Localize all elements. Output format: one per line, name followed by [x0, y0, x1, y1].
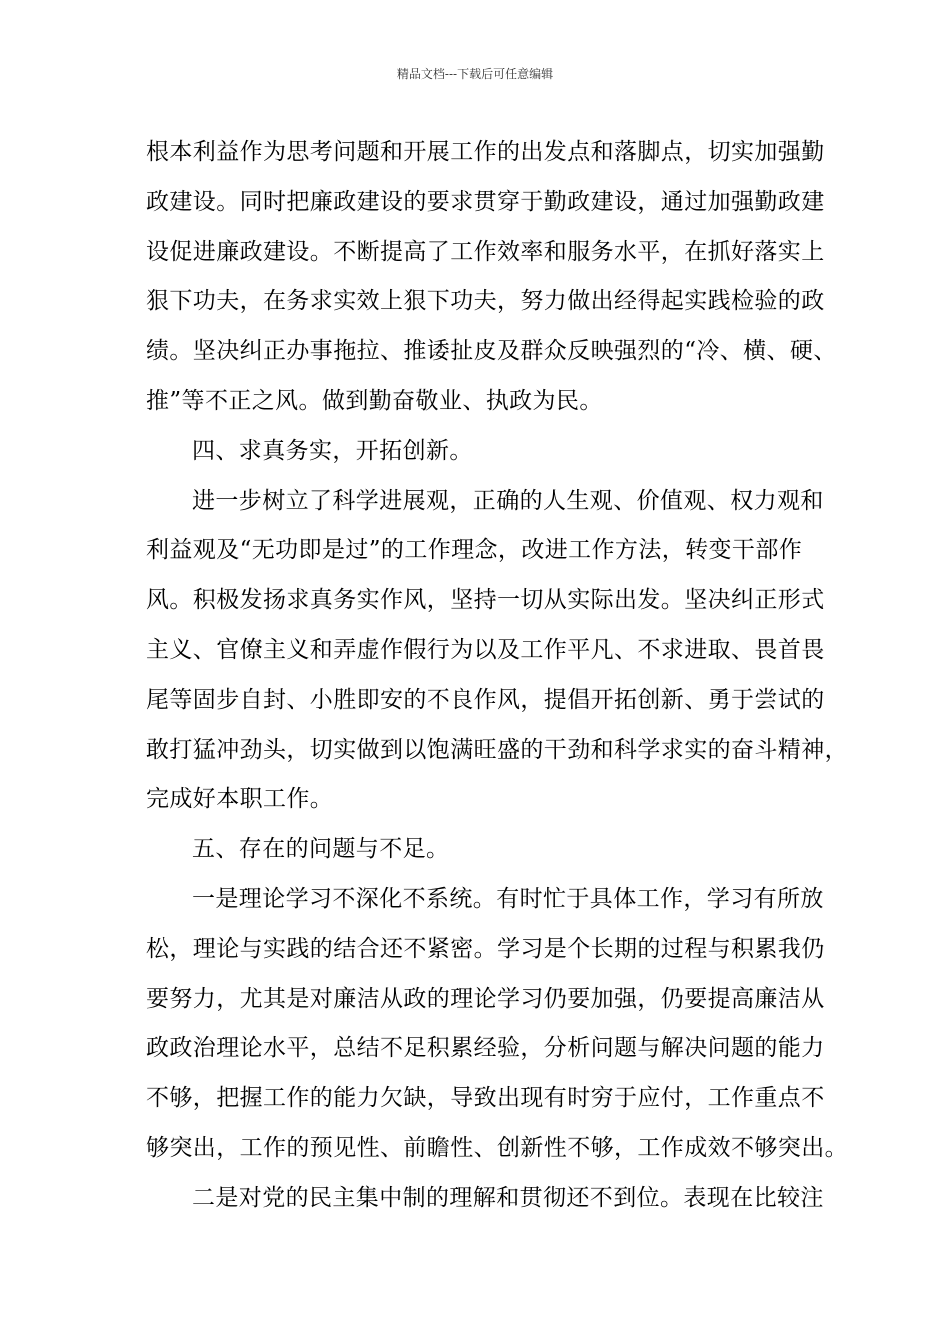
paragraph-first-line: 四、求真务实，开拓创新。: [192, 437, 473, 464]
text-line: 狠下功夫，在务求实效上狠下功夫，努力做出经得起实践检验的政: [146, 288, 825, 315]
text-line: 尾等固步自封、小胜即安的不良作风，提倡开拓创新、勇于尝试的: [146, 686, 825, 713]
document-body: [146, 128, 848, 1224]
page-header-note: 精品文档---下载后可任意编辑: [396, 67, 554, 81]
text-line: 推”等不正之风。做到勤奋敬业、执政为民。: [146, 387, 603, 414]
text-line: 够突出，工作的预见性、前瞻性、创新性不够，工作成效不够突出。: [146, 1134, 848, 1161]
text-line: 政建设。同时把廉政建设的要求贯穿于勤政建设，通过加强勤政建: [146, 188, 825, 215]
text-line: 主义、官僚主义和弄虚作假行为以及工作平凡、不求进取、畏首畏: [146, 636, 825, 663]
text-line: 设促进廉政建设。不断提高了工作效率和服务水平，在抓好落实上: [146, 238, 825, 265]
paragraph-first-line: 一是理论学习不深化不系统。有时忙于具体工作，学习有所放: [192, 885, 824, 912]
text-line: 敢打猛冲劲头，切实做到以饱满旺盛的干劲和科学求实的奋斗精神，: [146, 736, 848, 763]
paragraph-first-line: 二是对党的民主集中制的理解和贯彻还不到位。表现在比较注: [192, 1184, 824, 1211]
text-line: 要努力，尤其是对廉洁从政的理论学习仍要加强，仍要提高廉洁从: [146, 985, 825, 1012]
text-line: 政政治理论水平，总结不足积累经验，分析问题与解决问题的能力: [146, 1035, 825, 1062]
text-line: 完成好本职工作。: [146, 786, 334, 813]
text-line: 根本利益作为思考问题和开展工作的出发点和落脚点，切实加强勤: [146, 139, 825, 165]
text-line: 松，理论与实践的结合还不紧密。学习是个长期的过程与积累我仍: [146, 935, 825, 962]
text-line: 利益观及“无功即是过”的工作理念，改进工作方法，转变干部作: [146, 537, 803, 564]
text-line: 不够，把握工作的能力欠缺，导致出现有时穷于应付，工作重点不: [146, 1085, 825, 1112]
paragraph-first-line: 进一步树立了科学进展观，正确的人生观、价值观、权力观和: [192, 487, 824, 514]
text-line: 绩。坚决纠正办事拖拉、推诿扯皮及群众反映强烈的“冷、横、硬、: [146, 338, 837, 365]
text-line: 风。积极发扬求真务实作风，坚持一切从实际出发。坚决纠正形式: [146, 587, 825, 614]
paragraph-first-line: 五、存在的问题与不足。: [192, 836, 450, 863]
